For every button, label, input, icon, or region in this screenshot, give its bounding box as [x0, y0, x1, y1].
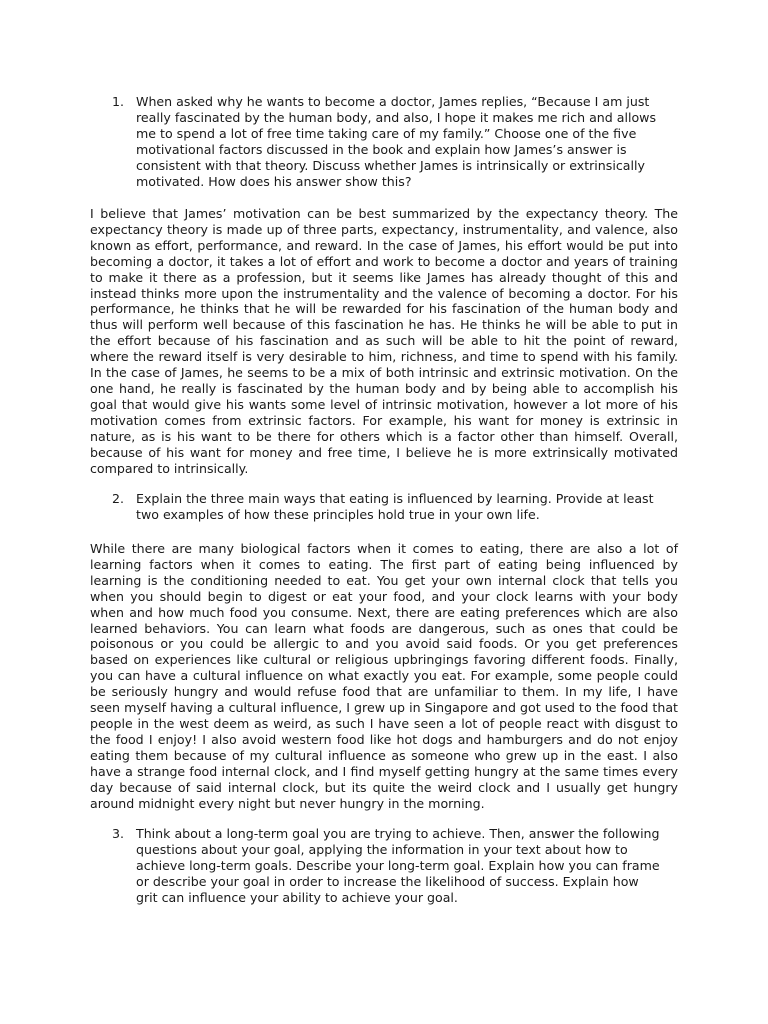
question-1 [112, 94, 660, 189]
question-2-number: 2. [112, 491, 125, 506]
question-1-text: When asked why he wants to become a doctor, James replies, “Because I am just really fascinated by the human body, and also, I hope it makes me rich and allows me to spend a lot of free time taking care of my family.” Choose one of the five motivational factors discussed in the book and explain how James’s answer is consistent with that theory. Discuss whether James is intrinsically or extrinsically motivated. How does his answer show this? [136, 94, 657, 189]
question-3-text: Think about a long-term goal you are trying to achieve. Then, answer the following questions about your goal, applying the information in your text about how to achieve long-term goals. Describe your long-term goal. Explain how you can frame or describe your goal in order to increase the likelihood of success. Explain how grit can influence your ability to achieve your goal. [136, 826, 660, 905]
question-2 [112, 491, 660, 523]
question-3 [112, 826, 660, 906]
question-2-text: Explain the three main ways that eating is influenced by learning. Provide at least two examples of how these principles hold true in your own life. [136, 491, 654, 522]
question-3-number: 3. [112, 826, 125, 841]
answer-2: While there are many biological factors when it comes to eating, there are also a lot of learning factors when it comes to eating. The first part of eating being influenced by learning is the conditioning needed to eat. You get your own internal clock that tells you when you should begin to digest or eat your food, and your clock learns with your body when and how much food you consume. Next, there are eating preferences which are also learned behaviors. You can learn what foods are dangerous, such as ones that could be poisonous or you could be allergic to and you avoid said foods. Or you get preferences based on experiences like cultural or religious upbringings favoring different foods. Finally, you can have a cultural influence on what exactly you eat. For example, some people could be seriously hungry and would refuse food that are unfamiliar to them. In my life, I have seen myself having a cultural influence, I grew up in Singapore and got used to the food that people in the west deem as weird, as such I have seen a lot of people react with disgust to the food I enjoy! I also avoid western food like hot dogs and hamburgers and do not enjoy eating them because of my cultural influence as someone who grew up in the east. I also have a strange food internal clock, and I find myself getting hungry at the same times every day because of said internal clock, but its quite the weird clock and I usually get hungry around midnight every night but never hungry in the morning. [90, 541, 678, 811]
question-1-number: 1. [112, 94, 125, 109]
answer-1: I believe that James’ motivation can be best summarized by the expectancy theory. The expectancy theory is made up of three parts, expectancy, instrumentality, and valence, also known as effort, performance, and reward. In the case of James, his effort would be put into becoming a doctor, it takes a lot of effort and work to become a doctor and years of training to make it there as a profession, but it seems like James has already thought of this and instead thinks more upon the instrumentality and the valence of becoming a doctor. For his performance, he thinks that he will be rewarded for his fascination of the human body and thus will perform well because of this fascination he has. He thinks he will be able to put in the effort because of his fascination and as such will be able to hit the point of reward, where the reward itself is very desirable to him, richness, and time to spend with his family. In the case of James, he seems to be a mix of both intrinsic and extrinsic motivation. On the one hand, he really is fascinated by the human body and by being able to accomplish his goal that would give his wants some level of intrinsic motivation, however a lot more of his motivation comes from extrinsic factors. For example, his want for money is extrinsic in nature, as is his want to be there for others which is a factor other than himself. Overall, because of his want for money and free time, I believe he is more extrinsically motivated compared to intrinsically. [90, 206, 678, 476]
